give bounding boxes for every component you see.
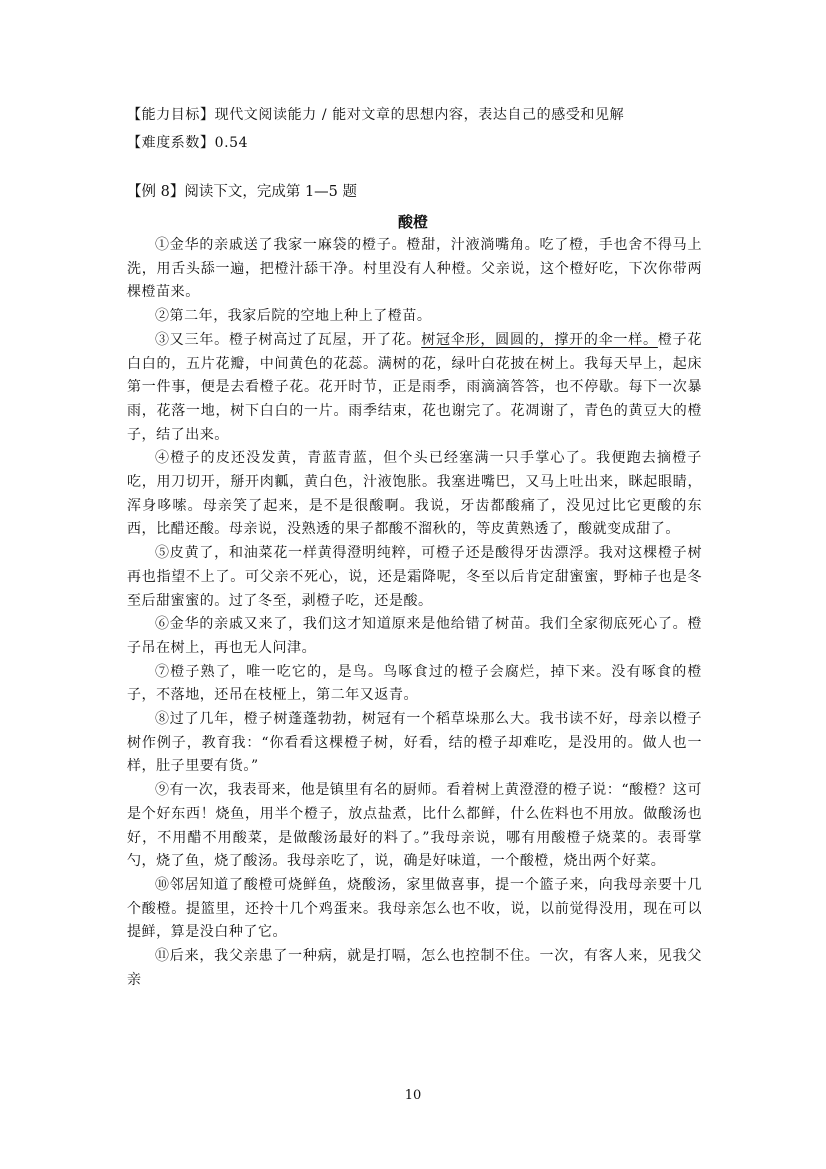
underlined-sentence: 树冠伞形，圆圆的，撑开的伞一样。 bbox=[421, 331, 658, 348]
paragraph-10: ⑩邻居知道了酸橙可烧鲜鱼，烧酸汤，家里做喜事，提一个篮子来，向我母亲要十几个酸橙。提篮里，还拎十几个鸡蛋来。我母亲怎么也不收，说，以前觉得没用，现在可以提鲜，算是没白种了它。 bbox=[127, 876, 702, 941]
page-number: 10 bbox=[404, 1088, 422, 1103]
paragraph-11: ⑪后来，我父亲患了一种病，就是打嗝，怎么也控制不住。一次，有客人来，见我父亲 bbox=[127, 948, 702, 988]
article-body bbox=[127, 234, 702, 993]
paragraph-2: ②第二年，我家后院的空地上种上了橙苗。 bbox=[155, 308, 432, 325]
paragraph-1: ①金华的亲戚送了我家一麻袋的橙子。橙甜，汁液淌嘴角。吃了橙，手也舍不得马上洗，用舌头舔一遍，把橙汁舔干净。村里没有人种橙。父亲说，这个橙好吃，下次你带两棵橙苗来。 bbox=[127, 237, 702, 301]
ability-target: 【能力目标】现代文阅读能力 / 能对文章的思想内容，表达自己的感受和见解 bbox=[127, 107, 625, 123]
paragraph-3 bbox=[127, 329, 702, 448]
paragraph-8: ⑧过了几年，橙子树蓬蓬勃勃，树冠有一个稻草垛那么大。我书读不好，母亲以橙子树作例子，教育我：“你看看这棵橙子树，好看，结的橙子却难吃，是没用的。做人也一样，肚子里要有货。” bbox=[127, 711, 702, 775]
article-title: 酸橙 bbox=[397, 213, 428, 231]
paragraph-7: ⑦橙子熟了，唯一吃它的，是鸟。鸟啄食过的橙子会腐烂，掉下来。没有啄食的橙子，不落地，还吊在枝桠上，第二年又返青。 bbox=[127, 663, 702, 704]
difficulty-coefficient: 【难度系数】0.54 bbox=[127, 135, 249, 151]
paragraph-3-rest: 橙子花白白的，五片花瓣，中间黄色的花蕊。满树的花，绿叶白花披在树上。我每天早上，起床第一件事，便是去看橙子花。花开时节，正是雨季，雨滴滴答答，也不停歇。每下一次暴雨，花落一地，树下白白的一片。雨季结束，花也谢完了。花凋谢了，青色的黄豆大的橙子，结了出来。 bbox=[127, 331, 702, 443]
example-instruction: 【例 8】阅读下文，完成第 1—5 题 bbox=[127, 184, 358, 200]
paragraph-9: ⑨有一次，我表哥来，他是镇里有名的厨师。看着树上黄澄澄的橙子说：“酸橙？这可是个好东西！烧鱼，用半个橙子，放点盐煮，比什么都鲜，什么佐料也不用放。做酸汤也好，不用醋不用酸菜，是做酸汤最好的料了。”我母亲说，哪有用酸橙子烧菜的。表哥掌勺，烧了鱼，烧了酸汤。我母亲吃了，说，确是好味道，一个酸橙，烧出两个好菜。 bbox=[127, 782, 702, 870]
paragraph-3-start: ③又三年。橙子树高过了瓦屋，开了花。 bbox=[155, 331, 422, 348]
paragraph-5: ⑤皮黄了，和油菜花一样黄得澄明纯粹，可橙子还是酸得牙齿漂浮。我对这棵橙子树再也指望不上了。可父亲不死心，说，还是霜降呢，冬至以后肯定甜蜜蜜，野柿子也是冬至后甜蜜蜜的。过了冬至，剥橙子吃，还是酸。 bbox=[127, 545, 702, 609]
paragraph-6: ⑥金华的亲戚又来了，我们这才知道原来是他给错了树苗。我们全家彻底死心了。橙子吊在树上，再也无人问津。 bbox=[127, 616, 702, 656]
paragraph-4: ④橙子的皮还没发黄，青蓝青蓝，但个头已经塞满一只手掌心了。我便跑去摘橙子吃，用刀切开，掰开肉瓤，黄白色，汁液饱胀。我塞进嘴巴，又马上吐出来，眯起眼睛，浑身哆嗦。母亲笑了起来，是不是很酸啊。我说，牙齿都酸痛了，没见过比它更酸的东西，比醋还酸。母亲说，没熟透的果子都酸不溜秋的，等皮黄熟透了，酸就变成甜了。 bbox=[127, 450, 702, 538]
